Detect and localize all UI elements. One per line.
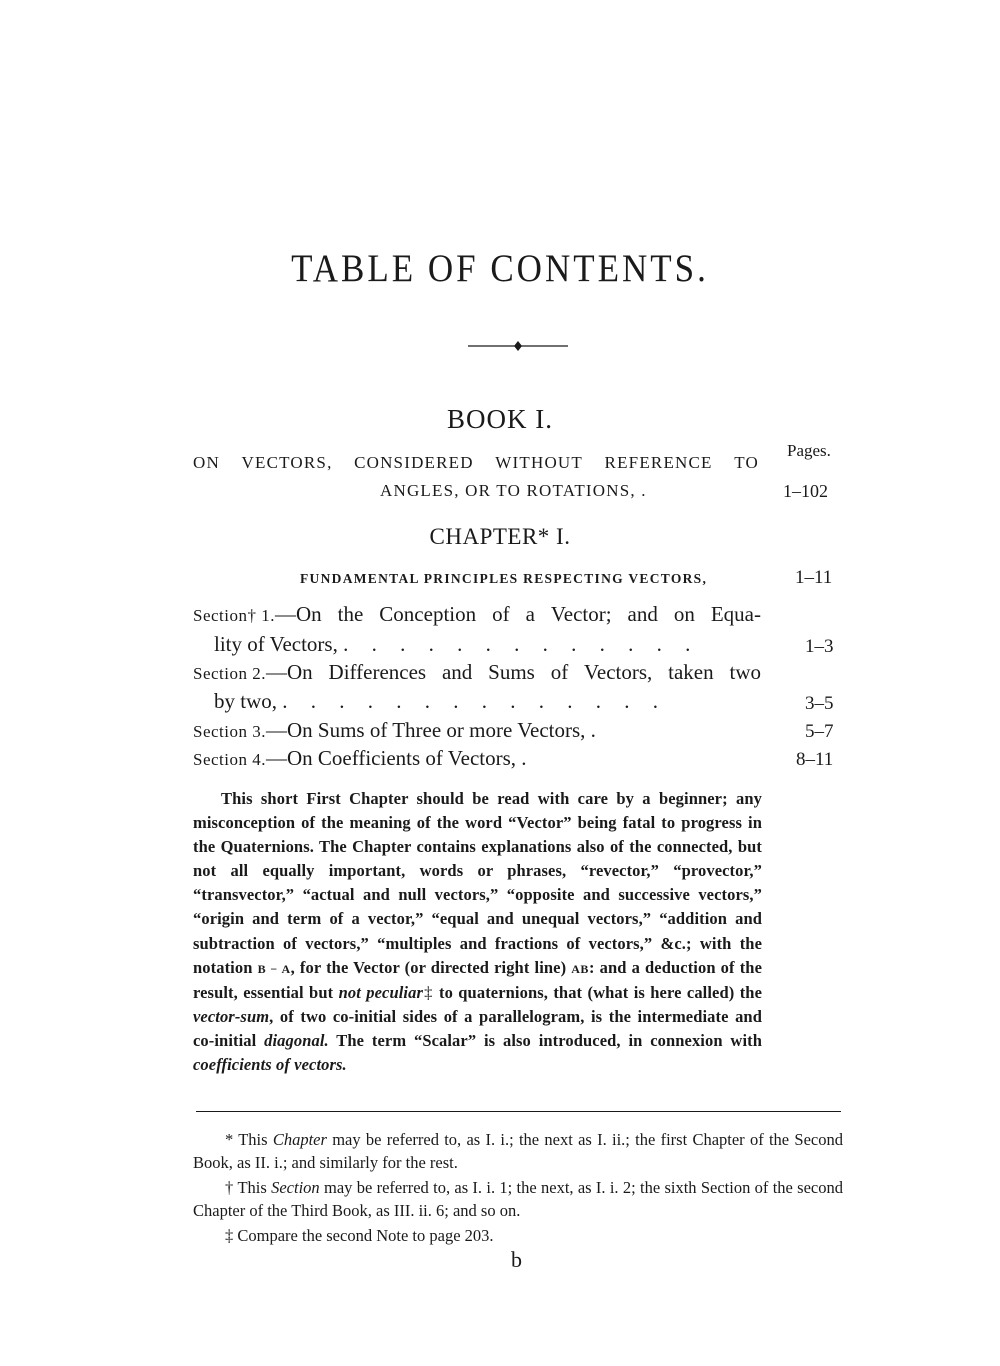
note-emphasis: vector-sum — [193, 1006, 270, 1026]
section-2-continuation — [214, 689, 667, 714]
section-2-cont-text: by two, — [214, 689, 277, 713]
ornament-divider — [468, 339, 568, 353]
section-3-pages: 5–7 — [805, 721, 834, 742]
section-word: the — [337, 602, 364, 626]
signature-mark: b — [511, 1247, 522, 1272]
footnote-mark: * — [225, 1130, 234, 1149]
section-2-entry — [193, 660, 761, 685]
book-word: ON — [193, 453, 220, 472]
section-word: Equa- — [710, 602, 761, 626]
book-word: VECTORS, — [241, 453, 333, 472]
section-word: taken — [668, 660, 714, 684]
footnote-text: may be referred to, as I. i.; the next as I. ii.; the first Chapter of the Second Book, as II. i.; and similarly for the rest. — [193, 1130, 843, 1172]
book-pages: 1–102 — [783, 481, 828, 501]
footnote-3 — [225, 1224, 494, 1247]
section-4-label: Section 4. — [193, 750, 266, 769]
section-2-word-1 — [193, 660, 313, 685]
section-1-continuation — [214, 632, 699, 657]
section-3-label: Section 3. — [193, 722, 266, 741]
section-word: Sums — [488, 660, 535, 684]
note-notation: AB — [571, 961, 589, 976]
section-1-pages: 1–3 — [805, 636, 834, 657]
footnote-2 — [193, 1176, 843, 1222]
section-4-text: —On Coefficients of Vectors, . — [266, 746, 527, 770]
section-word: Vectors, — [584, 660, 653, 684]
section-3-entry — [193, 718, 596, 743]
section-2-label: Section 2. — [193, 664, 266, 683]
book-title-line-2: ANGLES, OR TO ROTATIONS, . — [380, 481, 647, 500]
footnote-text: Compare the second Note to page 203. — [233, 1226, 494, 1245]
footnote-text: This — [233, 1178, 272, 1197]
book-title-line-1 — [193, 453, 759, 473]
note-text: : and a deduction of the result, essential but — [193, 957, 762, 1002]
section-1-cont-text: lity of Vectors, — [214, 632, 338, 656]
footnote-rule — [196, 1111, 841, 1112]
section-4-pages: 8–11 — [796, 749, 834, 770]
section-word: of — [492, 602, 510, 626]
footnote-text: may be referred to, as I. i. 1; the next, as I. i. 2; the sixth Section of the second Chapter of the Third Book, as III. ii. 6; and so on. — [193, 1178, 844, 1220]
section-word: Conception — [379, 602, 477, 626]
section-word: Differences — [328, 660, 427, 684]
book-word: REFERENCE — [604, 453, 713, 472]
chapter-note — [193, 787, 762, 1077]
leader-dots: . . . . . . . . . . . . . — [343, 632, 700, 656]
note-notation: B − A — [257, 961, 291, 976]
section-word: —On — [266, 660, 313, 684]
note-text: This short First Chapter should be read with care by a beginner; any misconception of the meaning of the word “Vector” being fatal to progress in the Quaternions. The Chapter contains explanations also of the connected, but not all equally important, words or phrases, “revector,” “provector,” “transvector,” “actual and null vectors,” “opposite and successive vectors,” “origin and term of a vector,” “equal and unequal vectors,” “addition and subtraction of vectors,” “multiples and fractions of vectors,” &c.; with the notation — [193, 789, 762, 977]
section-word: and — [441, 660, 473, 684]
section-word: two — [729, 660, 761, 684]
note-text: , for the Vector (or directed right line) — [290, 957, 572, 977]
section-4-entry — [193, 746, 527, 771]
book-heading: BOOK I. — [447, 404, 553, 434]
section-1-label: Section† 1. — [193, 606, 275, 625]
footnote-1 — [193, 1128, 843, 1174]
footnote-ref: ‡ — [422, 982, 434, 1002]
footnote-emphasis: Chapter — [272, 1130, 327, 1149]
footnote-mark: † — [225, 1178, 234, 1197]
pages-column-label: Pages. — [787, 441, 831, 460]
book-word: CONSIDERED — [354, 453, 474, 472]
section-word: Vector; — [550, 602, 612, 626]
section-word: of — [550, 660, 569, 684]
section-word: —On — [275, 602, 322, 626]
note-emphasis: not peculiar — [338, 982, 423, 1002]
note-emphasis: coefficients of vectors. — [193, 1055, 347, 1075]
chapter-heading: CHAPTER* I. — [429, 524, 571, 549]
note-text: to quaternions, that (what is here called) the — [433, 982, 762, 1002]
book-word: TO — [734, 453, 759, 472]
footnote-emphasis: Section — [271, 1178, 320, 1197]
section-3-text: —On Sums of Three or more Vectors, . — [266, 718, 596, 742]
section-word: on — [673, 602, 695, 626]
note-emphasis: diagonal. — [264, 1030, 329, 1050]
section-1-word-1 — [193, 602, 322, 627]
book-word: WITHOUT — [495, 453, 583, 472]
chapter-pages: 1–11 — [795, 567, 833, 588]
note-text: , of two co-initial sides of a parallelogram, is the intermediate and co-initial — [193, 1006, 762, 1050]
leader-dots: . . . . . . . . . . . . . . — [282, 689, 667, 713]
section-word: a — [525, 602, 535, 626]
footnote-text: This — [233, 1130, 273, 1149]
section-1-entry — [193, 602, 761, 627]
chapter-subtitle: FUNDAMENTAL PRINCIPLES RESPECTING VECTORS, — [300, 571, 708, 586]
section-word: and — [627, 602, 658, 626]
page-title: TABLE OF CONTENTS. — [291, 246, 709, 290]
note-text: The term “Scalar” is also introduced, in connexion with — [328, 1030, 762, 1050]
section-2-pages: 3–5 — [805, 693, 834, 714]
footnote-mark: ‡ — [225, 1226, 234, 1245]
